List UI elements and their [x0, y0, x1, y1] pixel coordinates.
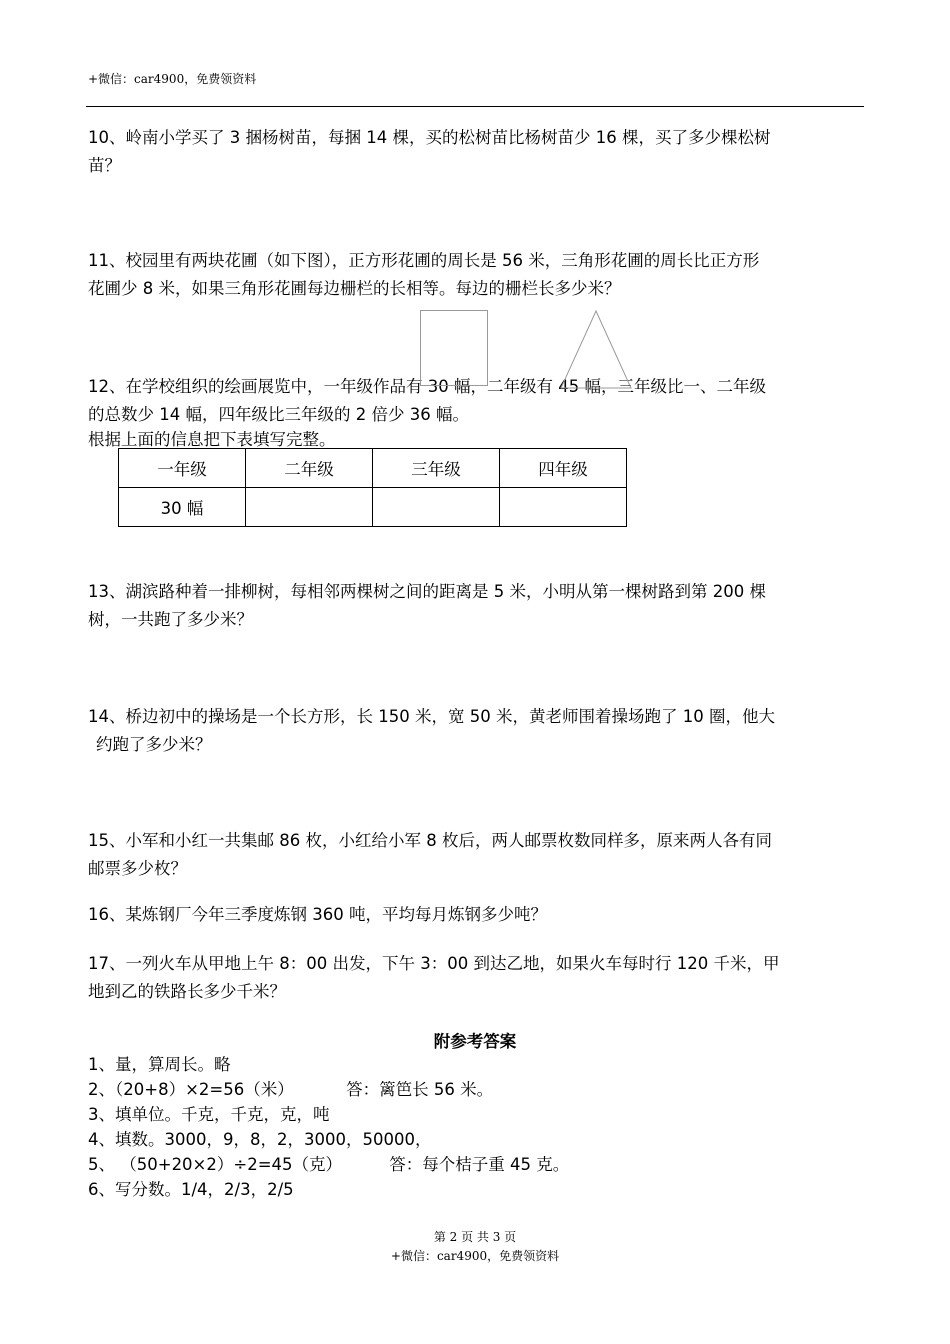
question-text: 12、在学校组织的绘画展览中，一年级作品有 30 幅，二年级有 45 幅，三年级比一、二年级 [88, 377, 766, 396]
header-text: +微信：car4900，免费领资料 [88, 72, 257, 86]
answer-item: 5、 （50+20×2）÷2=45（克） 答：每个桔子重 45 克。 [88, 1155, 570, 1174]
table-header-cell: 三年级 [373, 449, 500, 488]
answer-item: 1、量，算周长。略 [88, 1055, 231, 1074]
question-text: 花圃少 8 米，如果三角形花圃每边栅栏的长相等。每边的栅栏长多少米？ [88, 279, 621, 298]
table-row [119, 488, 627, 527]
table-header-row [119, 449, 627, 488]
answer-item: 2、（20+8）×2=56（米） 答：篱笆长 56 米。 [88, 1080, 494, 1099]
table-cell: 30 幅 [119, 488, 246, 527]
header-divider [86, 106, 864, 107]
question-text: 17、一列火车从甲地上午 8：00 出发，下午 3：00 到达乙地，如果火车每时行 120 千米，甲 [88, 954, 780, 973]
question-text: 14、桥边初中的操场是一个长方形，长 150 米，宽 50 米，黄老师围着操场跑了 10 圈，他大 [88, 707, 775, 726]
question-text: 10、岭南小学买了 3 捆杨树苗，每捆 14 棵，买的松树苗比杨树苗少 16 棵，买了多少棵松树 [88, 128, 771, 147]
question-16 [88, 901, 864, 929]
question-15 [88, 827, 864, 883]
table-cell [246, 488, 373, 527]
question-text: 约跑了多少米？ [96, 735, 212, 754]
question-text: 根据上面的信息把下表填写完整。 [88, 430, 336, 449]
question-text: 邮票多少枚？ [88, 859, 187, 878]
table-header-cell: 二年级 [246, 449, 373, 488]
table-cell [500, 488, 627, 527]
question-11 [88, 247, 864, 303]
question-text: 15、小军和小红一共集邮 86 枚，小红给小军 8 枚后，两人邮票枚数同样多，原来两人各有同 [88, 831, 772, 850]
question-17 [88, 950, 864, 1006]
question-text: 的总数少 14 幅，四年级比三年级的 2 倍少 36 幅。 [88, 405, 469, 424]
answer-item: 4、填数。3000，9，8，2，3000，50000， [88, 1130, 432, 1149]
page-number: 第 2 页 共 3 页 [433, 1230, 517, 1244]
question-text: 苗？ [88, 156, 121, 175]
triangle-flowerbed-figure [560, 310, 632, 390]
question-10 [88, 124, 864, 180]
question-text: 11、校园里有两块花圃（如下图），正方形花圃的周长是 56 米，三角形花圃的周长比正方形 [88, 251, 760, 270]
square-flowerbed-figure [420, 310, 488, 386]
answers-title: 附参考答案 [433, 1032, 517, 1051]
question-14 [88, 703, 864, 759]
answers-list [88, 1052, 864, 1202]
question-text: 地到乙的铁路长多少千米？ [88, 982, 286, 1001]
artwork-table [118, 448, 627, 527]
answer-item: 6、写分数。1/4，2/3，2/5 [88, 1180, 294, 1199]
table-header-cell: 四年级 [500, 449, 627, 488]
question-text: 树，一共跑了多少米？ [88, 610, 253, 629]
question-text: 13、湖滨路种着一排柳树，每相邻两棵树之间的距离是 5 米，小明从第一棵树路到第 200 棵 [88, 582, 766, 601]
question-text: 16、某炼钢厂今年三季度炼钢 360 吨，平均每月炼钢多少吨？ [88, 905, 547, 924]
table-cell [373, 488, 500, 527]
answer-item: 3、填单位。千克，千克，克，吨 [88, 1105, 330, 1124]
table-header-cell: 一年级 [119, 449, 246, 488]
footer-text: +微信：car4900，免费领资料 [390, 1249, 560, 1263]
question-13 [88, 578, 864, 634]
